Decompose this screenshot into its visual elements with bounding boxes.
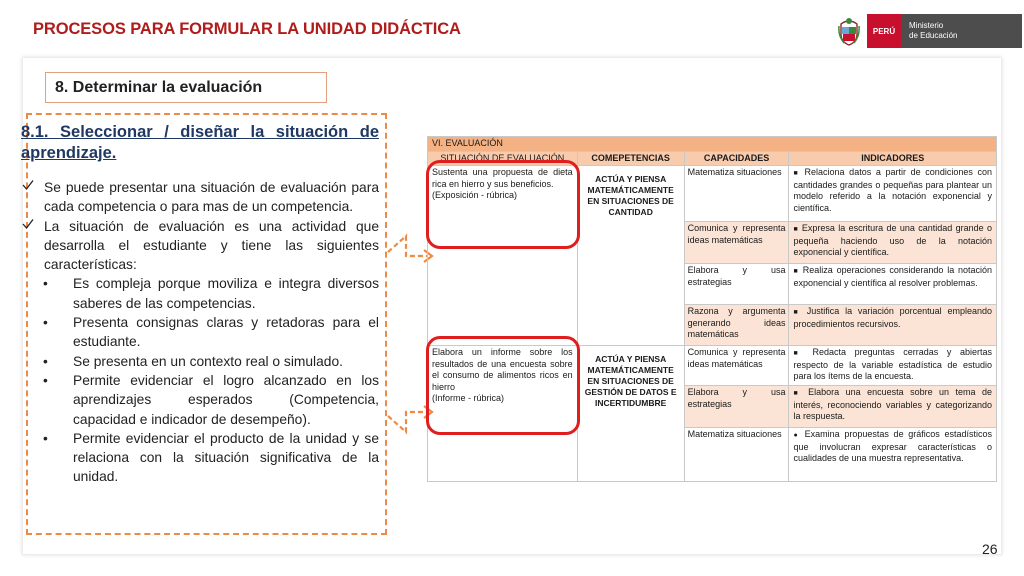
capacity-cell: Comunica y representa ideas matemáticas [684,222,789,264]
list-item: • Permite evidenciar el logro alcanzado en los aprendizajes esperados (Competencia, capacidad e indicador de desempeño). [43,372,379,427]
capacity-cell: Matematiza situaciones [684,428,789,482]
bullet-icon: • [43,276,48,292]
highlight-circle-situation-2 [426,336,580,435]
left-text-block [21,122,379,487]
list-item: • Es compleja porque moviliza e integra diversos saberes de las competencias. [43,276,379,311]
indicator-cell: ■ Elabora una encuesta sobre un tema de interés, reconociendo variables y categorizando la respuesta. [789,386,997,428]
checkmark-icon [21,178,35,192]
bullet-icon: • [43,430,48,446]
page-number: 26 [982,541,998,557]
header-capacities: CAPACIDADES [684,151,789,166]
bullet-icon: • [43,372,48,388]
list-item: La situación de evaluación es una actividad que desarrolla el estudiante y tiene las siguientes características: [21,217,379,275]
capacity-cell: Elabora y usa estrategias [684,264,789,305]
header-competencies: COMEPETENCIAS [577,151,684,166]
capacity-cell: Comunica y representa ideas matemáticas [684,346,789,386]
main-points-list [21,178,379,274]
section-heading: 8. Determinar la evaluación [45,72,327,103]
coat-of-arms-icon [838,16,860,46]
capacity-cell: Matematiza situaciones [684,166,789,222]
indicator-cell: ■ Justifica la variación porcentual empleando procedimientos recursivos. [789,305,997,346]
situation-cell-1: Sustenta una propuesta de dieta rica en hierro y sus beneficios. (Exposición - rúbrica) [428,166,578,346]
list-item: Se puede presentar una situación de evaluación para cada competencia o para mas de un competencia. [21,178,379,217]
capacity-cell: Razona y argumenta generando ideas matemáticas [684,305,789,346]
header-situation: SITUACIÓN DE EVALUACIÓN [428,151,578,166]
capacity-cell: Elabora y usa estrategias [684,386,789,428]
highlight-circle-situation-1 [426,160,580,249]
list-item: • Presenta consignas claras y retadoras para el estudiante. [43,315,379,350]
bullet-icon: • [43,315,48,331]
competency-cell-1: ACTÚA Y PIENSA MATEMÁTICAMENTE EN SITUACIONES DE CANTIDAD [577,166,684,346]
characteristics-list [21,274,379,486]
peru-label: PERÚ [867,14,901,48]
list-item: • Permite evidenciar el producto de la unidad y se relaciona con la situación significativa de la unidad. [43,430,379,485]
list-item: • Se presenta en un contexto real o simulado. [21,352,379,371]
situation-cell-2: Elabora un informe sobre los resultados de una encuesta sobre el consumo de alimentos ricos en hierro (Informe - rúbrica) [428,346,578,482]
header-indicators: INDICADORES [789,151,997,166]
table-title: VI. EVALUACIÓN [428,137,997,152]
indicator-cell: ■ Realiza operaciones considerando la notación exponencial y científica al resolver problemas. [789,264,997,305]
ministry-line-2: de Educación [909,31,958,40]
ministry-line-1: Ministerio [909,21,944,30]
indicator-cell: ■ Redacta preguntas cerradas y abiertas respecto de la variable estadística de estudio para los ítems de la encuesta. [789,346,997,386]
subsection-title: 8.1. Seleccionar / diseñar la situación de aprendizaje. [21,123,379,162]
checkmark-icon [21,217,35,231]
slide-title: PROCESOS PARA FORMULAR LA UNIDAD DIDÁCTICA [33,20,461,38]
ministry-label [901,14,1022,48]
competency-cell-2: ACTÚA Y PIENSA MATEMÁTICAMENTE EN SITUACIONES DE GESTIÓN DE DATOS E INCERTIDUMBRE [577,346,684,482]
bullet-icon: • [43,353,48,369]
minedu-logo [838,14,1022,48]
indicator-cell: ■ Relaciona datos a partir de condiciones con cantidades grandes o pequeñas para plantear un modelo referido a la notación exponencial y científica. [789,166,997,222]
indicator-cell: ● Examina propuestas de gráficos estadísticos que involucran expresar características o cualidades de una muestra representativa. [789,428,997,482]
indicator-cell: ■ Expresa la escritura de una cantidad grande o pequeña haciendo uso de la notación exponencial y científica. [789,222,997,264]
